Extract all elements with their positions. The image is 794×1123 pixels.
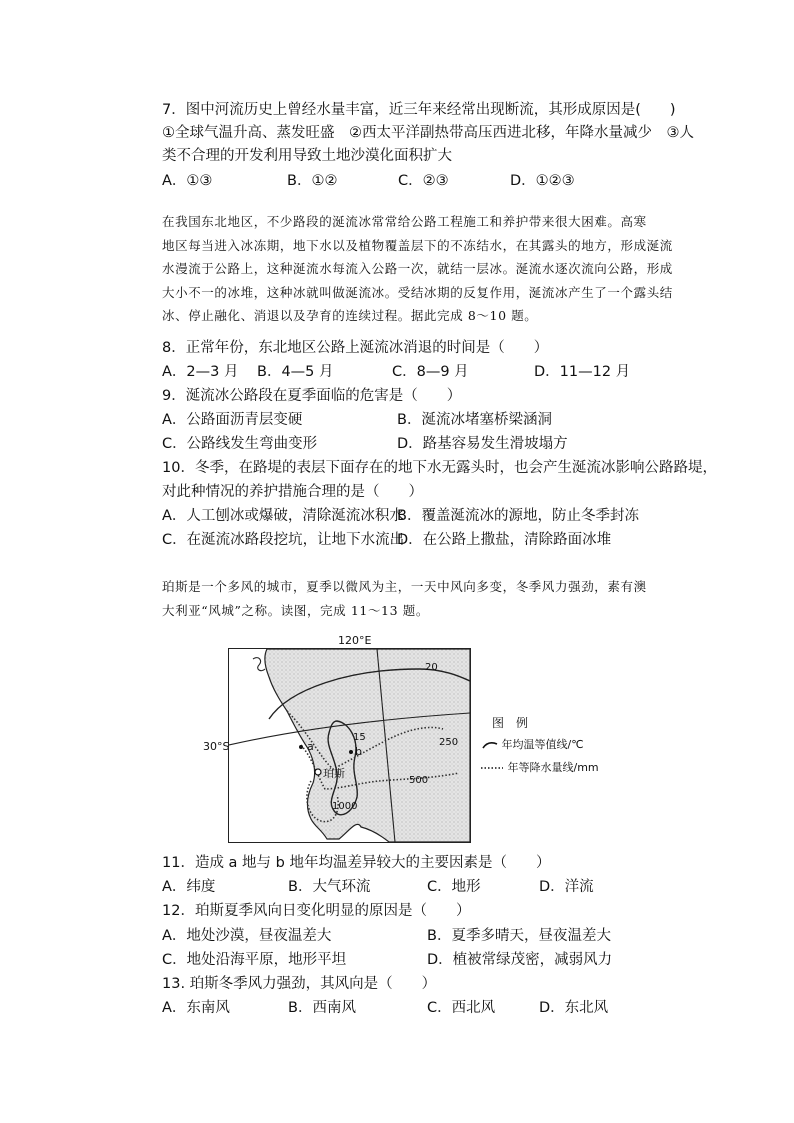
- passage-ice-flow: [162, 210, 677, 328]
- passage-perth-line: 大利亚“风城”之称。读图，完成 11～13 题。: [162, 602, 429, 618]
- q13-option-c: C．西北风: [427, 1000, 496, 1016]
- q13-option-b: B．西南风: [288, 1000, 356, 1016]
- q9-option-c: C．公路线发生弯曲变形: [162, 436, 318, 452]
- isohyet-500-label: 500: [409, 775, 429, 786]
- q8-option-a: A．2—3 月: [162, 364, 239, 380]
- q8-option-c: C．8—9 月: [392, 364, 469, 380]
- q11-option-c: C．地形: [427, 879, 481, 895]
- q11-option-b: B．大气环流: [288, 879, 371, 895]
- legend-isohyet: [480, 759, 599, 775]
- q10-option-c: C．在涎流冰路段挖坑，让地下水流出: [162, 532, 405, 548]
- isohyet-250-label: 250: [439, 737, 459, 748]
- q9-stem: 9．涎流冰公路段在夏季面临的危害是（ ）: [162, 388, 462, 404]
- isotherm-15-label: 15: [353, 732, 366, 743]
- q7-option-d: D．①②③: [510, 173, 575, 189]
- map-longitude-label: 120°E: [338, 634, 372, 647]
- q11-option-d: D．洋流: [539, 879, 594, 895]
- point-a-label: a: [307, 740, 314, 753]
- q8-option-b: B．4—5 月: [257, 364, 334, 380]
- q12-option-b: B．夏季多晴天，昼夜温差大: [427, 928, 611, 944]
- passage-ice-flow-line: 冰、停止融化、消退以及孕育的连续过程。据此完成 8～10 题。: [162, 308, 538, 323]
- q7-option-a: A．①③: [162, 173, 213, 189]
- passage-ice-flow-line: 水漫流于公路上，这种涎流水每流入公路一次，就结一层冰。涎流水逐次流向公路，形成: [162, 261, 673, 276]
- legend-isotherm-label: 年均温等值线/℃: [501, 738, 584, 751]
- q8-option-d: D．11—12 月: [534, 364, 631, 380]
- q12-stem: 12．珀斯夏季风向日变化明显的原因是（ ）: [162, 903, 471, 919]
- q10-option-d: D．在公路上撒盐，清除路面冰堆: [397, 532, 612, 548]
- legend-isotherm-icon: [482, 740, 498, 750]
- passage-perth-line: 珀斯是一个多风的城市，夏季以微风为主，一天中风向多变，冬季风力强劲，素有澳: [162, 579, 647, 594]
- perth-label: 珀斯: [323, 767, 345, 780]
- q11-option-a: A．纬度: [162, 879, 216, 895]
- q13-stem: 13. 珀斯冬季风力强劲，其风向是（ ）: [162, 976, 437, 992]
- point-a-marker: [299, 745, 303, 749]
- passage-ice-flow-line: 地区每当进入冰冻期，地下水以及植物覆盖层下的不冻结水，在其露头的地方，形成涎流: [162, 237, 673, 253]
- perth-marker: [315, 769, 321, 775]
- q10-stem-line-2: 对此种情况的养护措施合理的是（ ）: [162, 484, 423, 500]
- isohyet-1000-label: 1000: [332, 801, 358, 812]
- passage-ice-flow-line: 大小不一的冰堆，这种冰就叫做涎流冰。受结冰期的反复作用，涎流冰产生了一个露头结: [162, 284, 673, 300]
- q7-statement-line-1: ①全球气温升高、蒸发旺盛 ②西太平洋副热带高压西进北移，年降水量减少 ③人: [162, 125, 694, 141]
- q10-option-a: A．人工刨冰或爆破，清除涎流冰积水: [162, 508, 404, 524]
- legend-isotherm: [482, 736, 584, 752]
- isotherm-20-label: 20: [425, 662, 438, 673]
- q9-option-b: B．涎流冰堵塞桥梁涵洞: [397, 412, 552, 428]
- map-latitude-label: 30°S: [203, 740, 230, 753]
- q7-option-c: C．②③: [398, 173, 449, 189]
- q13-option-a: A．东南风: [162, 1000, 230, 1016]
- map-drawing: [229, 649, 470, 842]
- q10-option-b: B．覆盖涎流冰的源地，防止冬季封冻: [397, 508, 639, 524]
- q7-stem: 7．图中河流历史上曾经水量丰富，近三年来经常出现断流，其形成原因是( ): [162, 102, 676, 118]
- q12-option-d: D．植被常绿茂密，减弱风力: [427, 952, 613, 968]
- legend-title: 图 例: [492, 716, 529, 730]
- q7-option-b: B．①②: [287, 173, 338, 189]
- q9-option-d: D．路基容易发生滑坡塌方: [397, 436, 568, 452]
- legend-isohyet-label: 年等降水量线/mm: [507, 761, 599, 774]
- point-b-marker: [349, 750, 353, 754]
- q9-option-a: A．公路面沥青层变硬: [162, 412, 303, 428]
- q7-statement-line-2: 类不合理的开发利用导致土地沙漠化面积扩大: [162, 148, 452, 164]
- legend-isohyet-icon: [480, 763, 504, 773]
- q11-stem: 11．造成 a 地与 b 地年均温差异较大的主要因素是（ ）: [162, 855, 551, 871]
- q12-option-c: C．地处沿海平原，地形平坦: [162, 952, 347, 968]
- q10-stem: 10．冬季，在路堤的表层下面存在的地下水无露头时，也会产生涎流冰影响公路路堤，: [162, 460, 717, 476]
- q13-option-d: D．东北风: [539, 1000, 609, 1016]
- passage-perth: [162, 575, 677, 622]
- perth-map: [228, 648, 471, 843]
- q12-option-a: A．地处沙漠，昼夜温差大: [162, 928, 332, 944]
- point-b-label: b: [355, 745, 362, 758]
- passage-ice-flow-line: 在我国东北地区，不少路段的涎流冰常常给公路工程施工和养护带来很大困难。高寒: [162, 214, 647, 229]
- q8-stem: 8．正常年份，东北地区公路上涎流冰消退的时间是（ ）: [162, 340, 549, 356]
